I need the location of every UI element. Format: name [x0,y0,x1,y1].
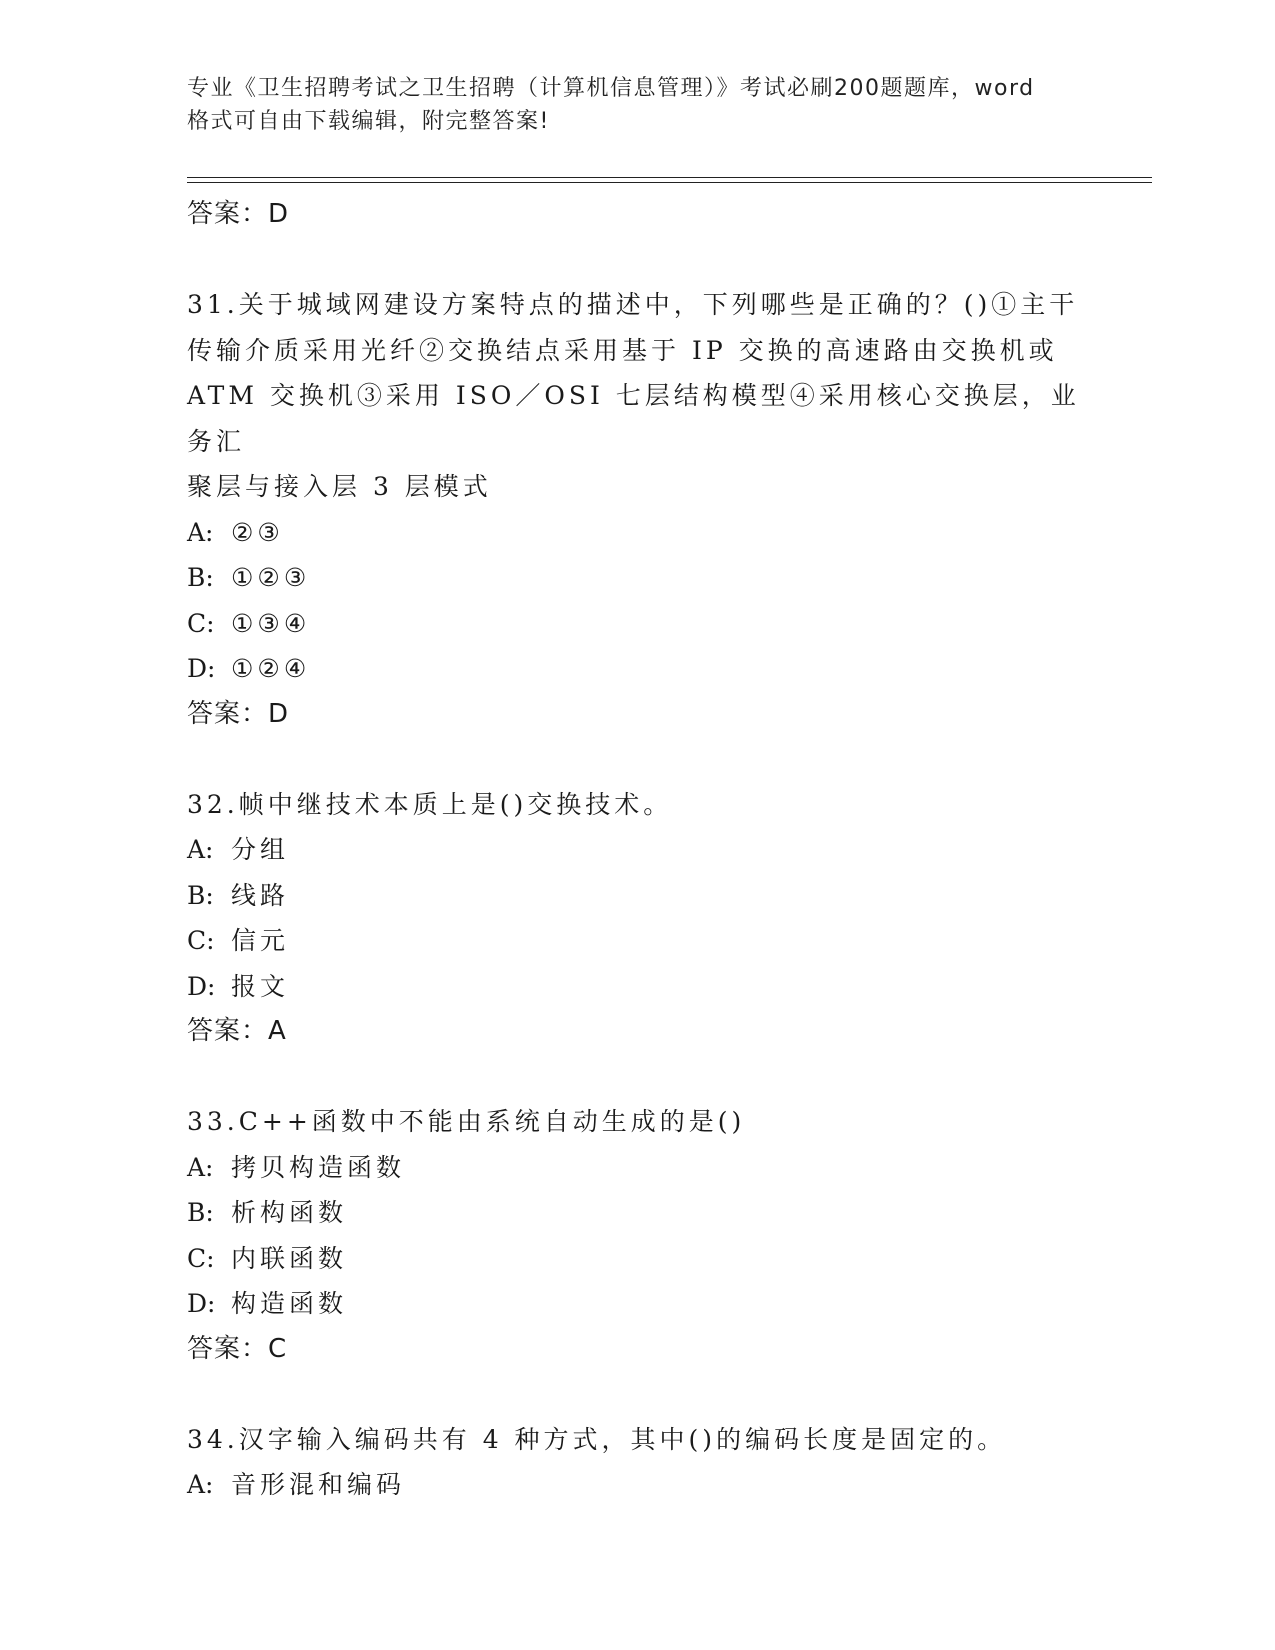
option-letter: D: [187,971,216,1001]
option-letter: B: [187,880,214,910]
answer-line: 答案：A [187,1016,287,1046]
question-text-line: 31.关于城域网建设方案特点的描述中，下列哪些是正确的？()①主干 [187,290,1079,319]
header-divider-bottom [187,182,1152,183]
option-letter: D: [187,654,216,683]
option-text: ②③ [231,517,284,547]
question-32 [187,782,1087,828]
question-text-line: 34.汉字输入编码共有 4 种方式，其中()的编码长度是固定的。 [187,1424,1007,1454]
option-b [187,1190,1087,1236]
option-c [187,1236,1087,1282]
option-text: 线路 [231,880,290,910]
question-text-line: 聚层与接入层 3 层模式 [187,472,492,501]
option-letter: B: [187,563,214,592]
option-text: 音形混和编码 [231,1470,406,1499]
option-text: 构造函数 [231,1289,348,1318]
question-33 [187,1099,1087,1145]
option-letter: D: [187,1289,216,1318]
option-letter: A: [187,1470,214,1499]
option-c [187,601,1087,647]
question-text-line: 32.帧中继技术本质上是()交换技术。 [187,789,673,819]
answer-line: 答案：C [187,1333,288,1364]
option-letter: C: [187,1243,215,1273]
question-list [187,190,1087,1508]
question-text-line: ATM 交换机③采用 ISO／OSI 七层结构模型④采用核心交换层，业务汇 [187,381,1080,456]
answer-line: 答案：D [187,698,290,729]
option-text: ①③④ [231,608,311,638]
option-a [187,1462,1087,1508]
question-text-line: 33.C++函数中不能由系统自动生成的是() [187,1107,746,1136]
option-d [187,646,1087,692]
question-text-line: 传输介质采用光纤②交换结点采用基于 IP 交换的高速路由交换机或 [187,335,1058,365]
option-text: 报文 [231,971,290,1001]
option-text: 析构函数 [231,1198,348,1227]
option-a [187,510,1087,556]
option-b [187,555,1087,601]
option-a [187,1145,1087,1191]
option-text: 分组 [231,835,290,864]
header-line-2: 格式可自由下载编辑，附完整答案! [187,109,550,134]
document-header [187,72,1087,138]
answer-line: 答案：D [187,199,290,229]
option-letter: C: [187,608,215,638]
header-divider-top [187,177,1152,178]
option-letter: C: [187,926,215,955]
question-31 [187,282,1087,510]
question-34 [187,1417,1087,1463]
option-text: 内联函数 [231,1243,348,1273]
option-d [187,1281,1087,1327]
option-c [187,918,1087,964]
option-a [187,827,1087,873]
option-letter: A: [187,1152,214,1182]
option-text: 拷贝构造函数 [231,1152,406,1182]
option-d [187,964,1087,1010]
option-text: ①②③ [231,563,311,592]
option-text: ①②④ [231,654,311,683]
option-b [187,873,1087,919]
option-letter: B: [187,1198,214,1227]
option-text: 信元 [231,926,290,955]
option-letter: A: [187,835,214,864]
option-letter: A: [187,517,214,547]
header-line-1: 专业《卫生招聘考试之卫生招聘（计算机信息管理）》考试必刷200题题库，word [187,76,1035,101]
